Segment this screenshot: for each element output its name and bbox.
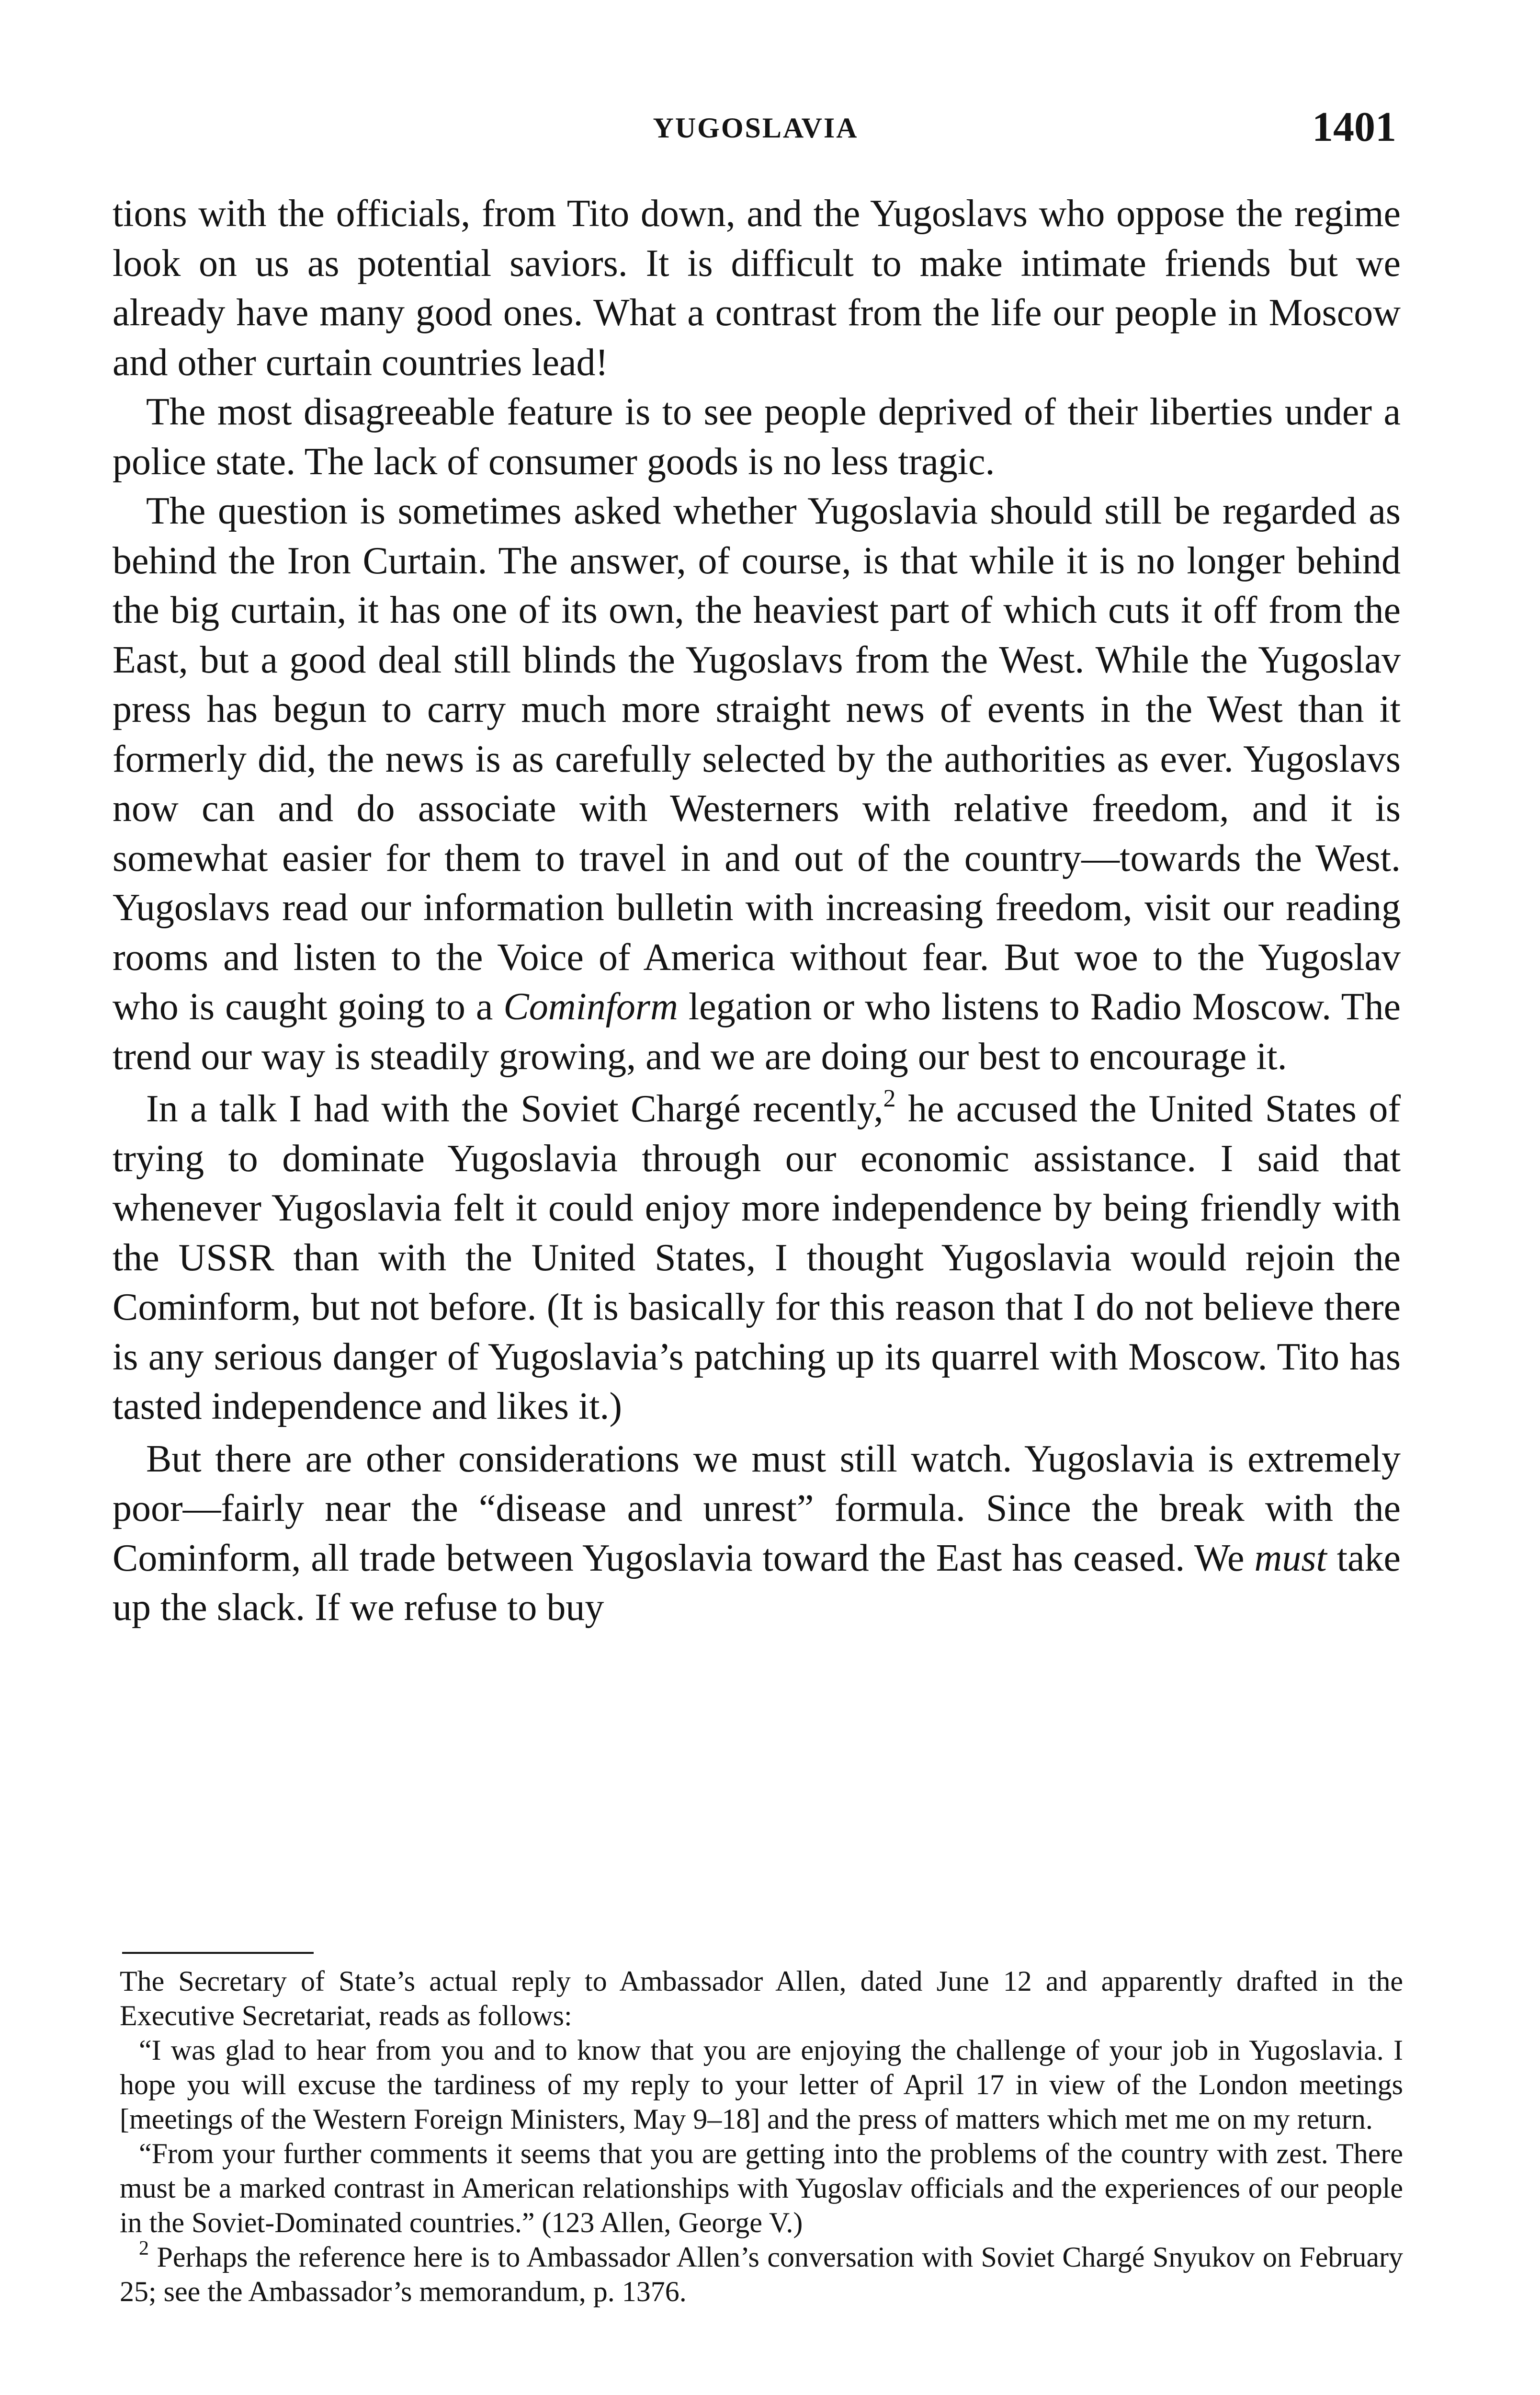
paragraph	[113, 487, 1401, 1082]
footnote-quote: “I was glad to hear from you and to know that you are enjoying the challenge of your job in Yugoslavia. I hope you will excuse the tardiness of my reply to your letter of April 17 in view of the London meetings [meetings of the Western Foreign Ministers, May 9–18] and the press of matters which met me on my return.	[120, 2034, 1403, 2135]
footnote-text: Perhaps the reference here is to Ambassador Allen’s conversation with Soviet Chargé Snyukov on February 25; see the Ambassador’s memorandum, p. 1376.	[120, 2241, 1403, 2307]
paragraph-text: But there are other considerations we must still watch. Yugoslavia is extremely poor—fairly near the “disease and unrest” formula. Since the break with the Cominform, all trade between Yugoslavia toward the East has ceased. We	[113, 1437, 1401, 1579]
paragraph-text: tions with the officials, from Tito down, and the Yugoslavs who oppose the regime look on us as potential saviors. It is difficult to make intimate friends but we already have many good ones. What a contrast from the life our people in Moscow and other curtain countries lead!	[113, 193, 1401, 384]
footnote-text: The Secretary of State’s actual reply to Ambassador Allen, dated June 12 and apparently drafted in the Executive Secretariat, reads as follows:	[120, 1965, 1403, 2031]
paragraph-text: In a talk I had with the Soviet Chargé recently,	[146, 1088, 883, 1130]
paragraph	[113, 1435, 1401, 1633]
italic-text: must	[1254, 1537, 1327, 1579]
paragraph-text: legation or who listens to Radio Moscow. The trend our way is steadily growing, and we are doing our best to encourage it.	[113, 986, 1401, 1078]
footnote-separator	[122, 1952, 314, 1954]
footnote-marker: 2	[139, 2237, 149, 2259]
paragraph-continued	[113, 189, 1401, 388]
footnotes	[120, 1964, 1403, 2309]
paragraph-text: he accused the United States of trying to dominate Yugoslavia through our economic assistance. I said that whenever Yugoslavia felt it could enjoy more independence by being friendly with the USSR than with the United States, I thought Yugoslavia would rejoin the Cominform, but not before. (It is basically for this reason that I do not believe there is any serious danger of Yugoslavia’s patching up its quarrel with Moscow. Tito has tasted independence and likes it.)	[113, 1088, 1401, 1427]
running-header	[115, 103, 1396, 156]
footnote-reference: 2	[883, 1084, 896, 1112]
italic-text: Cominform	[503, 986, 678, 1028]
body-text	[113, 189, 1401, 1633]
paragraph-text: The most disagreeable feature is to see people deprived of their liberties under a police state. The lack of consumer goods is no less tragic.	[113, 391, 1401, 483]
paragraph-text: take up the slack. If we refuse to buy	[113, 1537, 1401, 1629]
paragraph-text: The question is sometimes asked whether Yugoslavia should still be regarded as behind the Iron Curtain. The answer, of course, is that while it is no longer behind the big curtain, it has one of its own, the heaviest part of which cuts it off from the East, but a good deal still blinds the Yugoslavs from the West. While the Yugoslav press has begun to carry much more straight news of events in the West than it formerly did, the news is as carefully selected by the authorities as ever. Yugoslavs now can and do associate with Westerners with relative freedom, and it is somewhat easier for them to travel in and out of the country—towards the West. Yugoslavs read our information bulletin with increasing freedom, visit our reading rooms and listen to the Voice of America without fear. But woe to the Yugoslav who is caught going to a	[113, 490, 1401, 1028]
paragraph	[113, 1084, 1401, 1432]
page-number: 1401	[1312, 104, 1396, 150]
running-title: YUGOSLAVIA	[653, 112, 859, 144]
paragraph	[113, 388, 1401, 487]
footnote-2	[120, 2237, 1403, 2309]
footnote-quote: “From your further comments it seems that you are getting into the problems of the country with zest. There must be a marked contrast in American relationships with Yugoslav officials and the experiences of our people in the Soviet-Dominated countries.” (123 Allen, George V.)	[120, 2138, 1403, 2238]
